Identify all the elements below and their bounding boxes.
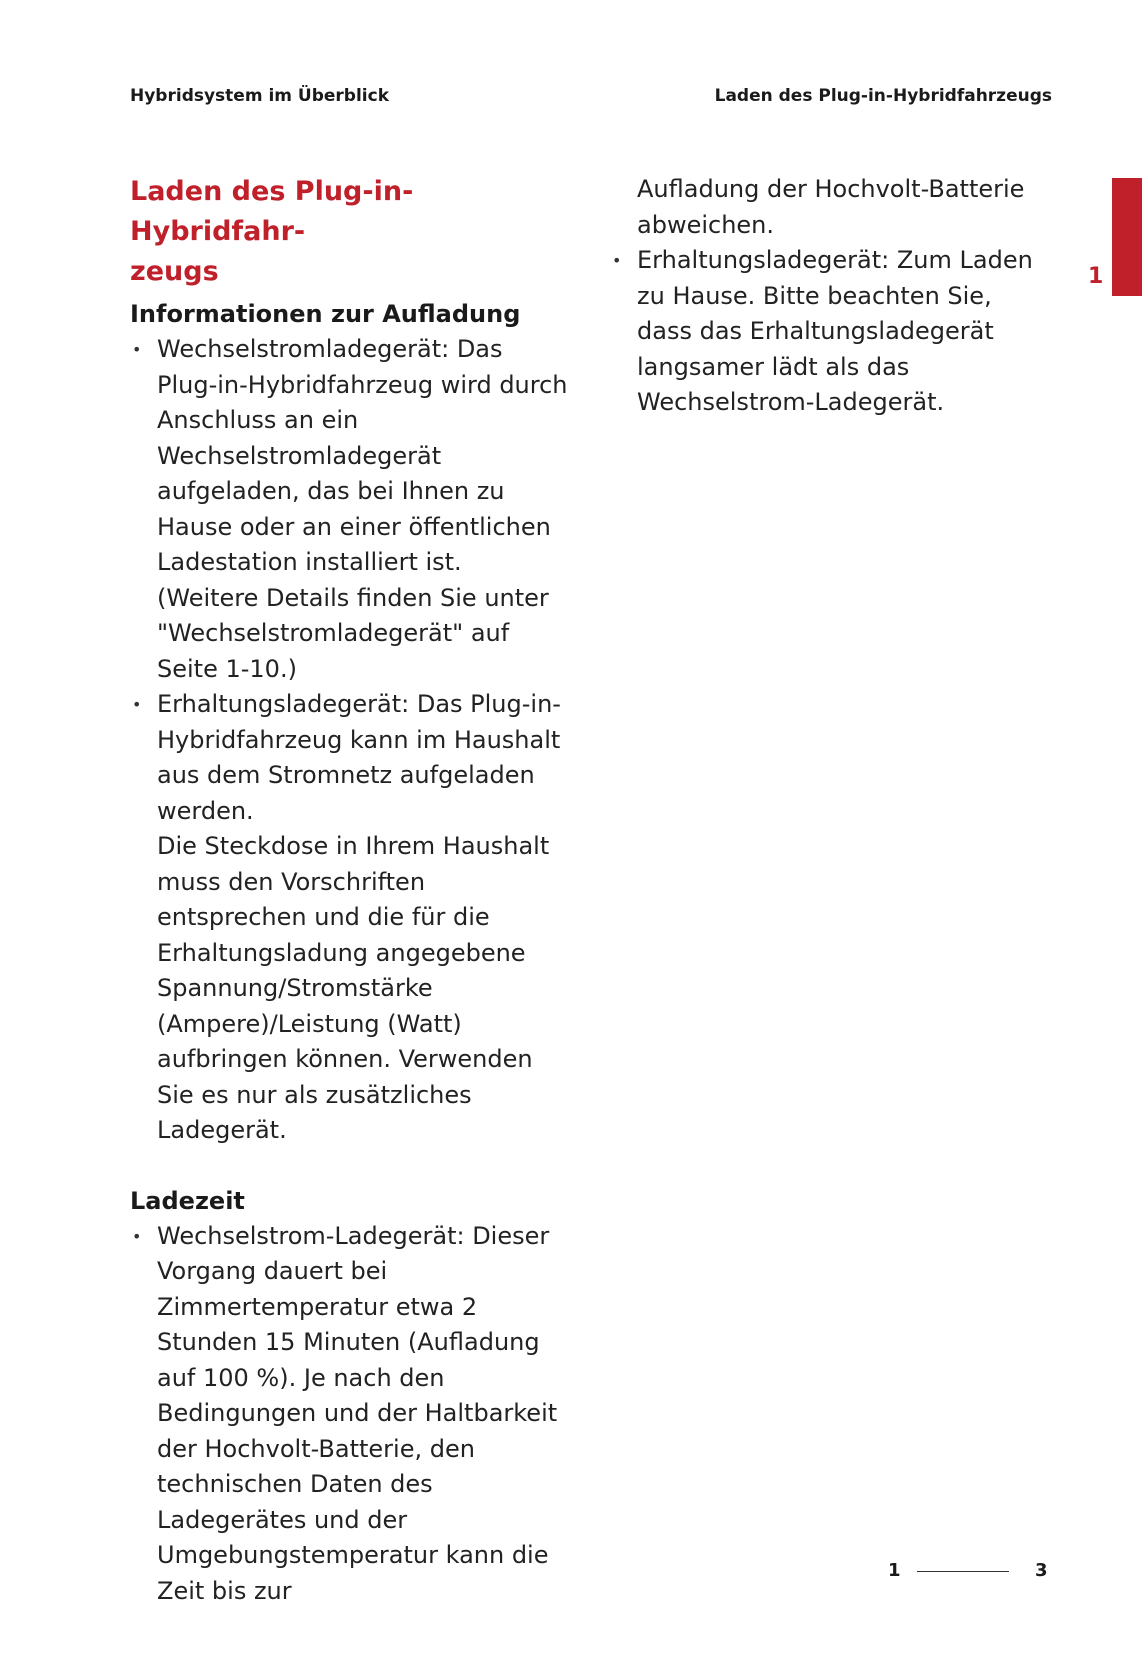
- footer-page-number: 3: [1035, 1560, 1048, 1581]
- right-column: [610, 172, 1050, 421]
- ladezeit-item-ac: • Wechselstrom-Ladegerät: Dieser Vorgang dauert bei Zimmertemperatur etwa 2 Stunden 15 Minuten (Aufladung auf 100 %). Je nach den Bedingungen und der Haltbarkeit der Hochvolt-Batterie, den technischen Daten des Ladegerätes und der Umgebungstemperatur kann die Zeit bis zur: [130, 1219, 570, 1610]
- section-spacer: [130, 1149, 570, 1183]
- chapter-tab-number: 1: [1088, 264, 1104, 289]
- footer-chapter-number: 1: [888, 1560, 901, 1581]
- info-heading: Informationen zur Aufladung: [130, 300, 521, 328]
- left-column: [130, 296, 570, 1609]
- ladezeit-item-trickle: • Erhaltungsladegerät: Zum Laden zu Hause. Bitte beachten Sie, dass das Erhaltungsladegerät langsamer lädt als das Wechselstrom-Ladegerät.: [610, 243, 1050, 421]
- info-item-trickle-charger: • Erhaltungsladegerät: Das Plug-in-Hybridfahrzeug kann im Haushalt aus dem Stromnetz aufgeladen werden.: [130, 687, 570, 829]
- footer-divider: [917, 1571, 1009, 1572]
- ladezeit-heading: Ladezeit: [130, 1186, 245, 1215]
- ladezeit-list-continued: [610, 243, 1050, 421]
- running-header-left: Hybridsystem im Überblick: [130, 86, 390, 106]
- info-list: [130, 332, 570, 829]
- info-note: Die Steckdose in Ihrem Haushalt muss den Vorschriften entsprechen und die für die Erhaltungsladung angegebene Spannung/Stromstärke (Ampere)/Leistung (Watt) aufbringen können. Verwenden Sie es nur als zusätzliches Ladegerät.: [157, 832, 550, 1144]
- section-title-text: Laden des Plug-in-Hybridfahr- zeugs: [130, 176, 414, 287]
- chapter-tab-marker: [1112, 178, 1142, 296]
- ladezeit-item-ac-continued: Aufladung der Hochvolt-Batterie abweichen.: [637, 175, 1025, 239]
- ladezeit-list: [130, 1219, 570, 1610]
- section-title: [130, 172, 570, 292]
- running-header-right: Laden des Plug-in-Hybridfahrzeugs: [714, 86, 1052, 106]
- info-item-ac-charger: • Wechselstromladegerät: Das Plug-in-Hybridfahrzeug wird durch Anschluss an ein Wechselstromladegerät aufgeladen, das bei Ihnen zu Hause oder an einer öffentlichen Ladestation installiert ist. (Weitere Details finden Sie unter "Wechselstromladegerät" auf Seite 1-10.): [130, 332, 570, 687]
